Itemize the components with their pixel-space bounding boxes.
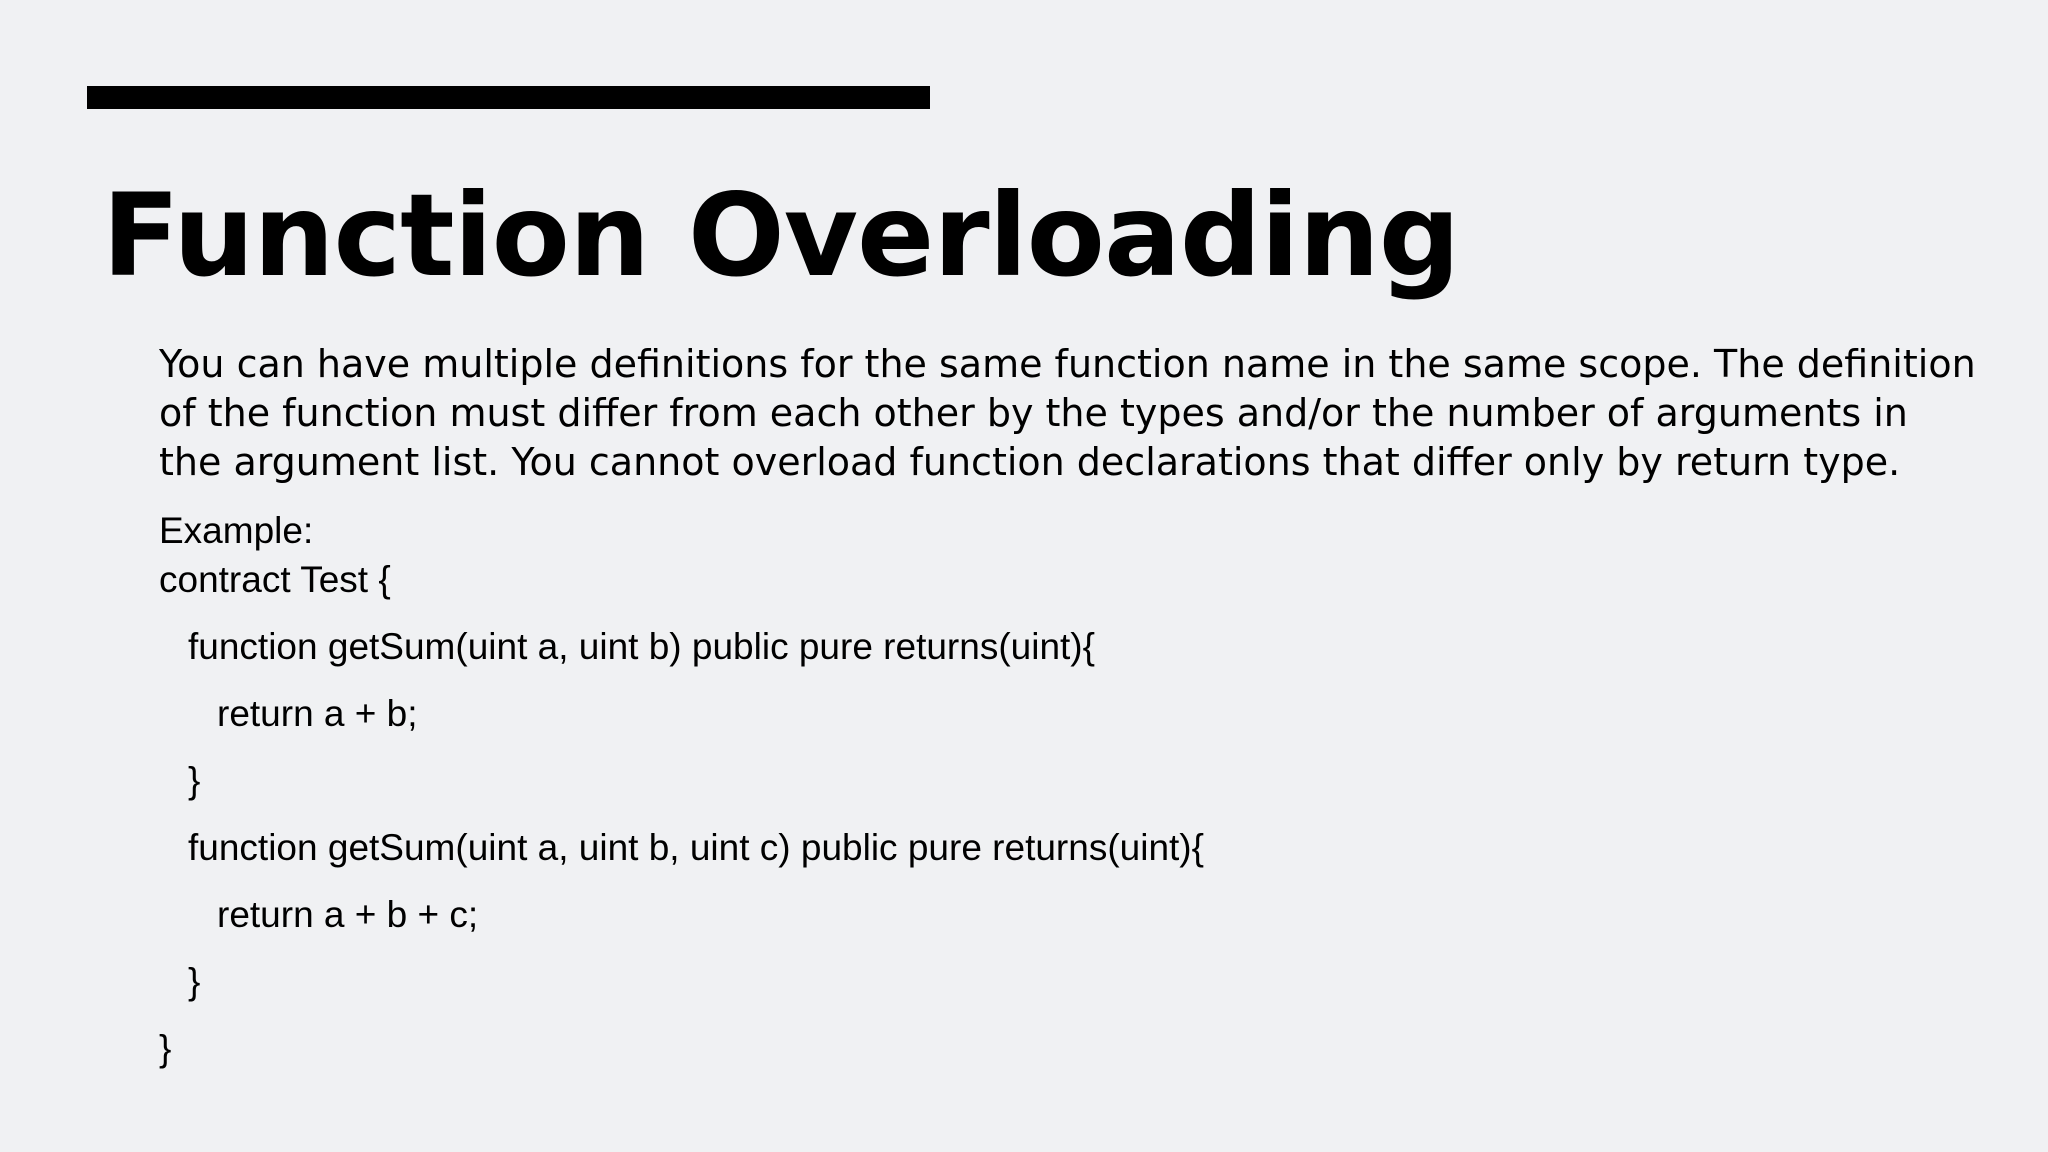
- code-contract-close: }: [159, 1028, 172, 1069]
- code-example: [159, 506, 1204, 1073]
- code-fn1-signature: function getSum(uint a, uint b) public pure returns(uint){: [188, 626, 1095, 667]
- title-accent-bar: [87, 86, 930, 109]
- code-fn1-body: return a + b;: [217, 693, 418, 734]
- example-label: Example:: [159, 510, 314, 551]
- code-fn2-close: }: [188, 961, 201, 1002]
- code-fn1-close: }: [188, 760, 201, 801]
- slide-title: Function Overloading: [102, 169, 1460, 302]
- slide-description: You can have multiple definitions for the same function name in the same scope. The definition of the function must differ from each other by the types and/or the number of arguments in the argument list. You cannot overload function declarations that differ only by return type.: [159, 342, 1976, 484]
- code-fn2-body: return a + b + c;: [217, 894, 479, 935]
- code-contract-open: contract Test {: [159, 559, 391, 600]
- code-fn2-signature: function getSum(uint a, uint b, uint c) public pure returns(uint){: [188, 827, 1204, 868]
